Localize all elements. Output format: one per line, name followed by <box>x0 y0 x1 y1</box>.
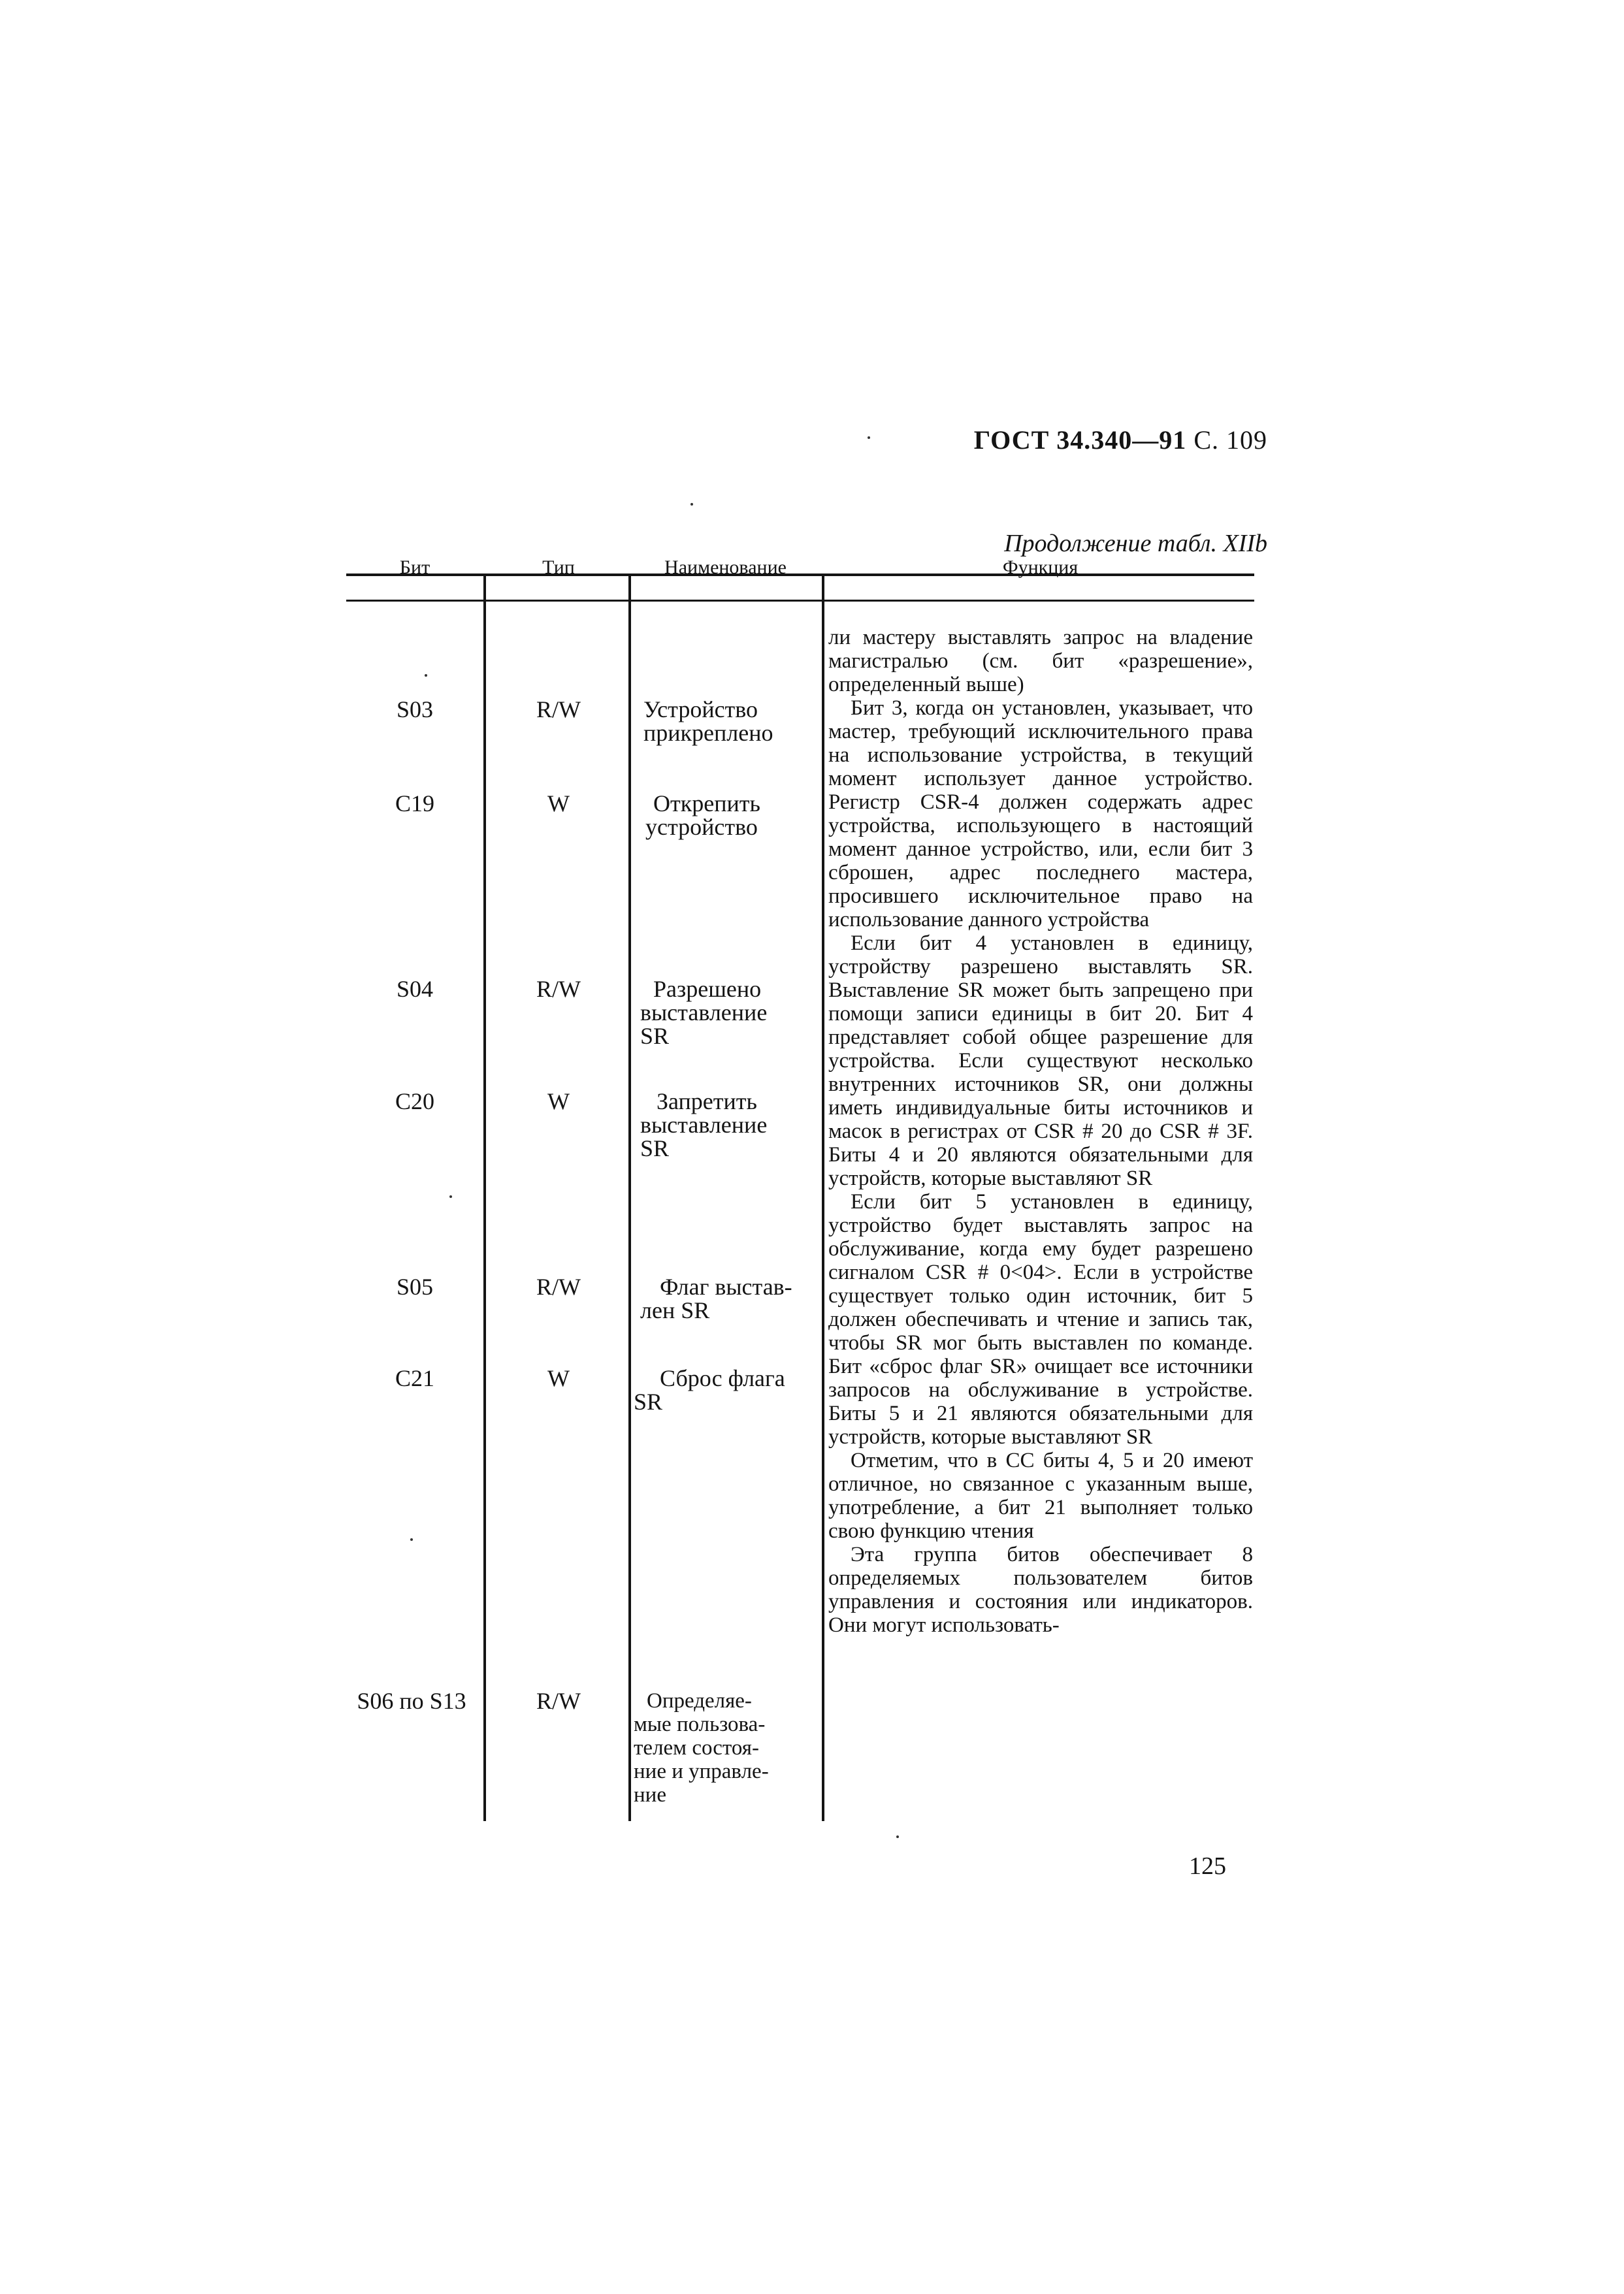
name-line: Запретить <box>657 1088 757 1114</box>
name-line: ние и управле- <box>634 1760 769 1783</box>
scan-speck <box>449 1195 452 1198</box>
column-divider-2 <box>628 574 631 1821</box>
table-continuation-caption: Продолжение табл. XIIb <box>1004 530 1267 557</box>
scan-speck <box>425 674 427 677</box>
function-paragraph: Эта группа битов обеспечивает 8 определяемых пользователем битов управления и состояния или индикаторов. Они могут использовать- <box>828 1543 1253 1637</box>
name-cell <box>640 1274 836 1323</box>
type-cell: R/W <box>536 976 581 1002</box>
name-cell <box>645 790 830 840</box>
name-line: SR <box>634 1389 663 1415</box>
column-header-bit: Бит <box>399 557 430 578</box>
name-cell <box>640 976 830 1049</box>
scan-speck <box>868 436 870 439</box>
bit-cell: S04 <box>396 976 434 1002</box>
standard-number: ГОСТ 34.340—91 <box>973 425 1187 455</box>
table-header-rule <box>346 600 1254 602</box>
page-number: 125 <box>1189 1852 1226 1880</box>
name-line: SR <box>640 1135 670 1161</box>
bit-cell: C19 <box>395 790 434 816</box>
running-header <box>954 425 1267 455</box>
bit-cell: S06 по S13 <box>357 1688 466 1714</box>
name-line: SR <box>640 1023 670 1049</box>
name-cell <box>640 1088 833 1161</box>
bit-cell: S05 <box>396 1274 434 1300</box>
function-column-text <box>828 626 1253 1637</box>
name-line: лен SR <box>640 1297 710 1323</box>
function-paragraph: Бит 3, когда он установлен, указывает, что мастер, требующий исключительного права на использование устройства, в текущий момент использует данное устройство. Регистр CSR-4 должен содержать адрес устройства, использующего в настоящий момент данное устройство, или, если бит 3 сброшен, адрес последнего мастера, просившего исключительное право на использование данного устройства <box>828 696 1253 931</box>
name-line: Сброс флага <box>660 1365 785 1391</box>
name-line: Разрешено <box>653 976 762 1002</box>
bit-cell: S03 <box>396 696 434 722</box>
name-cell <box>634 1689 823 1807</box>
name-line: ние <box>634 1783 666 1807</box>
column-header-name: Наименование <box>664 557 787 578</box>
type-cell: R/W <box>536 1274 581 1300</box>
column-header-type: Тип <box>542 557 575 578</box>
name-cell <box>643 698 820 745</box>
name-line: Устройство <box>643 696 758 722</box>
name-line: мые пользова- <box>634 1713 766 1736</box>
column-divider-3 <box>822 574 824 1821</box>
page-reference: С. 109 <box>1194 425 1267 455</box>
name-line: Определяе- <box>647 1689 752 1713</box>
bit-cell: C21 <box>395 1365 434 1391</box>
scan-speck <box>896 1835 899 1838</box>
name-line: Флаг выстав- <box>660 1274 792 1300</box>
scan-speck <box>410 1538 413 1541</box>
name-line: телем состоя- <box>634 1736 759 1760</box>
scan-speck <box>690 503 693 506</box>
column-header-function: Функция <box>1002 557 1079 578</box>
type-cell: W <box>547 1088 570 1114</box>
function-paragraph: ли мастеру выставлять запрос на владение магистралью (см. бит «разрешение», определенный выше) <box>828 626 1253 696</box>
name-line: выставление <box>640 1112 768 1138</box>
function-paragraph: Если бит 4 установлен в единицу, устройству разрешено выставлять SR. Выставление SR может быть запрещено при помощи записи единицы в бит 20. Бит 4 представляет собой общее разрешение для устройства. Если существуют несколько внутренних источников SR, они должны иметь индивидуальные биты источников и масок в регистрах от CSR # 20 до CSR # 3F. Биты 4 и 20 являются обязательными для устройств, которые выставляют SR <box>828 931 1253 1190</box>
function-paragraph: Отметим, что в CC биты 4, 5 и 20 имеют отличное, но связанное с указанным выше, употребление, а бит 21 выполняет только свою функцию чтения <box>828 1449 1253 1543</box>
column-divider-1 <box>483 574 486 1821</box>
name-line: выставление <box>640 999 768 1026</box>
function-paragraph: Если бит 5 установлен в единицу, устройство будет выставлять запрос на обслуживание, когда ему будет разрешено сигналом CSR # 0<04>. Если в устройстве существует только один источник, бит 5 должен обеспечивать и чтение и запись так, чтобы SR мог быть выставлен по команде. Бит «сброс флаг SR» очищает все источники запросов на обслуживание в устройстве. Биты 5 и 21 являются обязательными для устройств, которые выставляют SR <box>828 1190 1253 1449</box>
name-line: устройство <box>645 814 758 840</box>
type-cell: W <box>547 1365 570 1391</box>
name-cell <box>634 1365 836 1415</box>
type-cell: R/W <box>536 1688 581 1714</box>
bit-cell: C20 <box>395 1088 434 1114</box>
name-line: прикреплено <box>643 720 773 746</box>
type-cell: W <box>547 790 570 816</box>
name-line: Открепить <box>653 790 760 816</box>
type-cell: R/W <box>536 696 581 722</box>
